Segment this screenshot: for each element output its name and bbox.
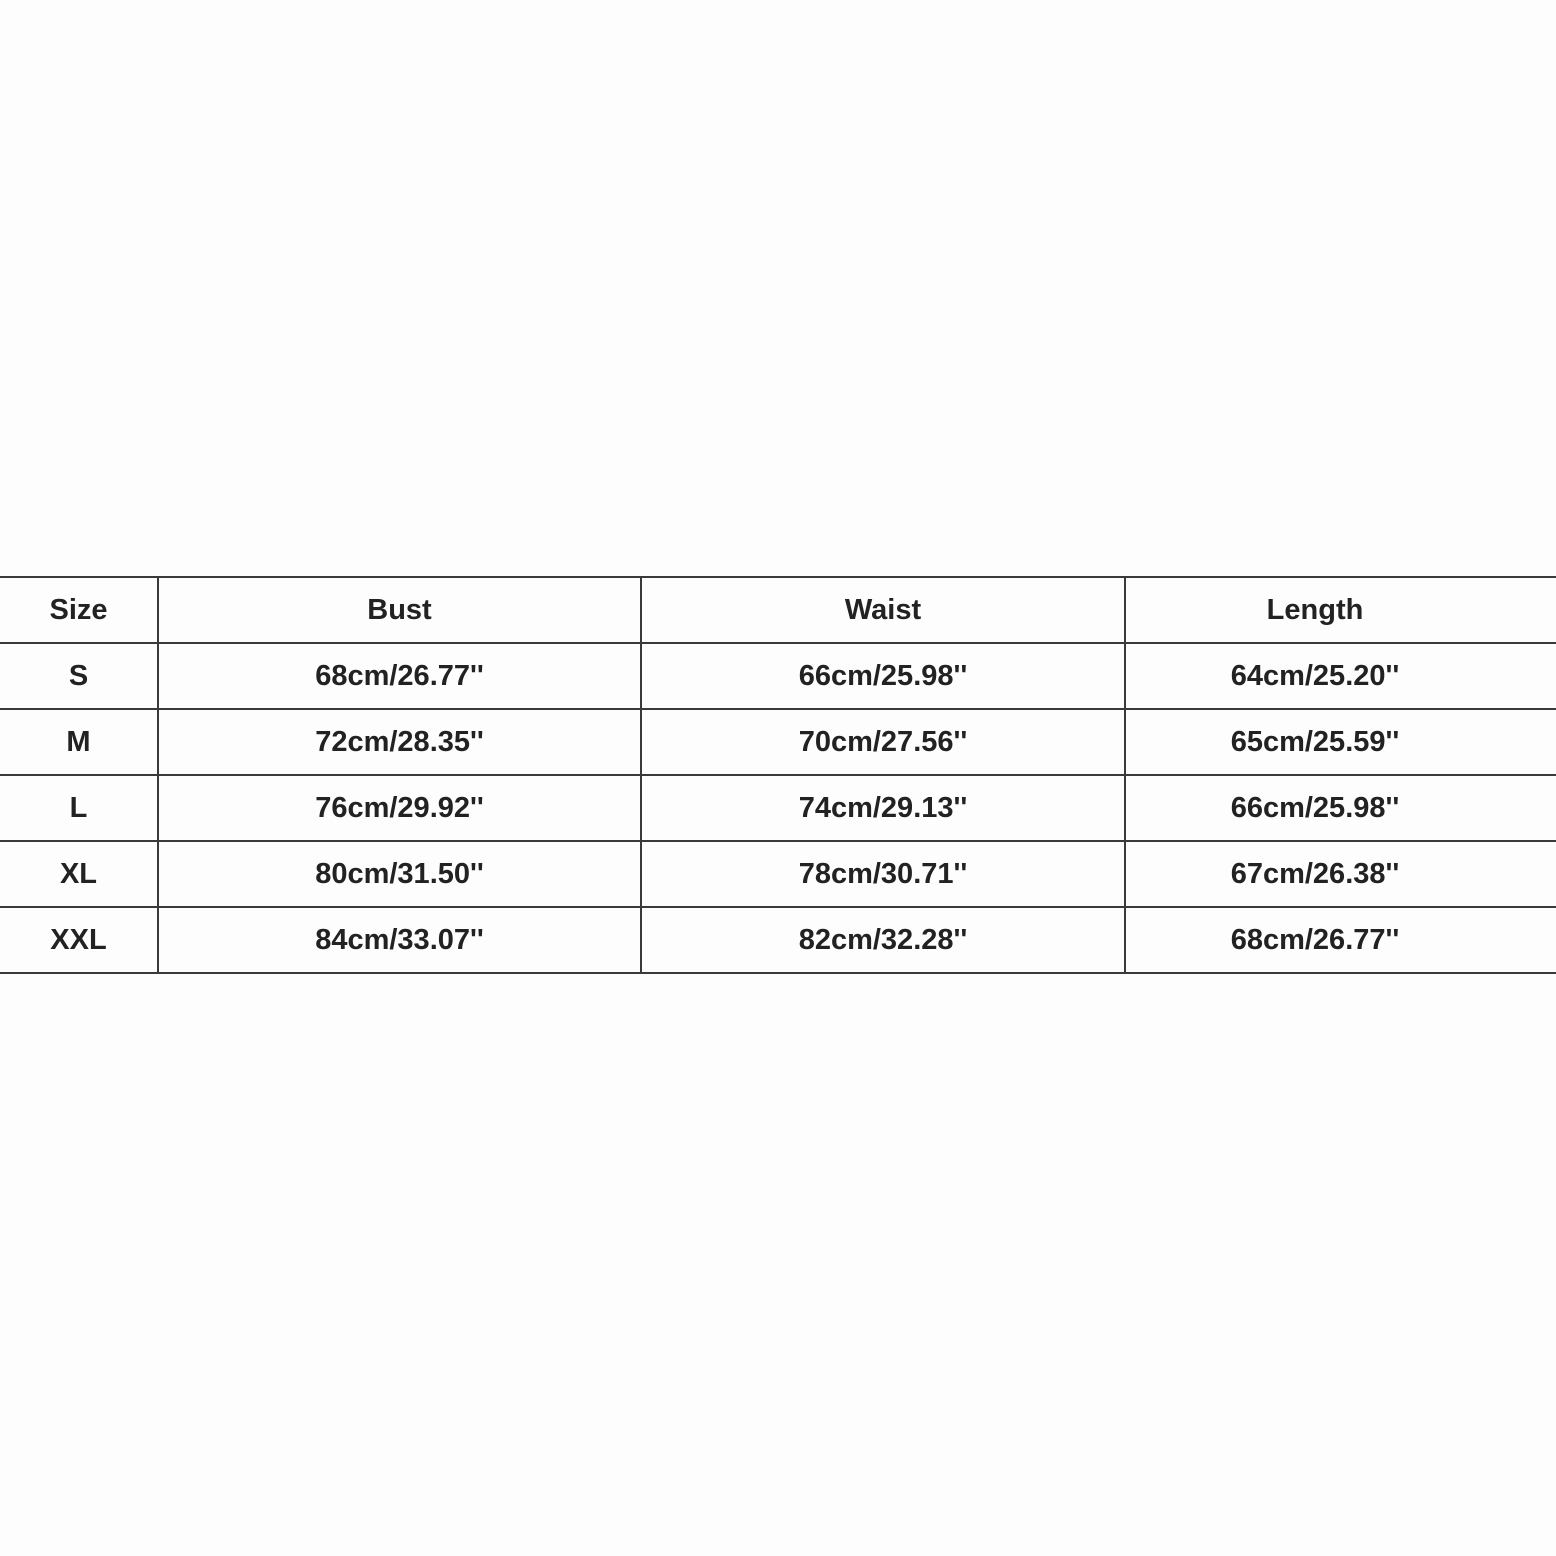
table-row bbox=[0, 841, 1556, 907]
size-chart-table bbox=[0, 576, 1556, 974]
size-cell: L bbox=[0, 775, 158, 841]
header-size: Size bbox=[0, 577, 158, 643]
header-waist: Waist bbox=[641, 577, 1125, 643]
length-cell: 68cm/26.77'' bbox=[1125, 907, 1556, 973]
size-cell: XXL bbox=[0, 907, 158, 973]
waist-cell: 66cm/25.98'' bbox=[641, 643, 1125, 709]
bust-cell: 72cm/28.35'' bbox=[158, 709, 641, 775]
length-cell: 67cm/26.38'' bbox=[1125, 841, 1556, 907]
length-cell: 64cm/25.20'' bbox=[1125, 643, 1556, 709]
waist-cell: 78cm/30.71'' bbox=[641, 841, 1125, 907]
table-row bbox=[0, 709, 1556, 775]
waist-cell: 82cm/32.28'' bbox=[641, 907, 1125, 973]
header-row bbox=[0, 577, 1556, 643]
waist-cell: 70cm/27.56'' bbox=[641, 709, 1125, 775]
length-cell: 66cm/25.98'' bbox=[1125, 775, 1556, 841]
bust-cell: 76cm/29.92'' bbox=[158, 775, 641, 841]
size-cell: XL bbox=[0, 841, 158, 907]
header-bust: Bust bbox=[158, 577, 641, 643]
bust-cell: 84cm/33.07'' bbox=[158, 907, 641, 973]
waist-cell: 74cm/29.13'' bbox=[641, 775, 1125, 841]
bust-cell: 68cm/26.77'' bbox=[158, 643, 641, 709]
size-cell: M bbox=[0, 709, 158, 775]
size-cell: S bbox=[0, 643, 158, 709]
table-row bbox=[0, 907, 1556, 973]
bust-cell: 80cm/31.50'' bbox=[158, 841, 641, 907]
table-row bbox=[0, 643, 1556, 709]
table-row bbox=[0, 775, 1556, 841]
header-length: Length bbox=[1125, 577, 1556, 643]
length-cell: 65cm/25.59'' bbox=[1125, 709, 1556, 775]
